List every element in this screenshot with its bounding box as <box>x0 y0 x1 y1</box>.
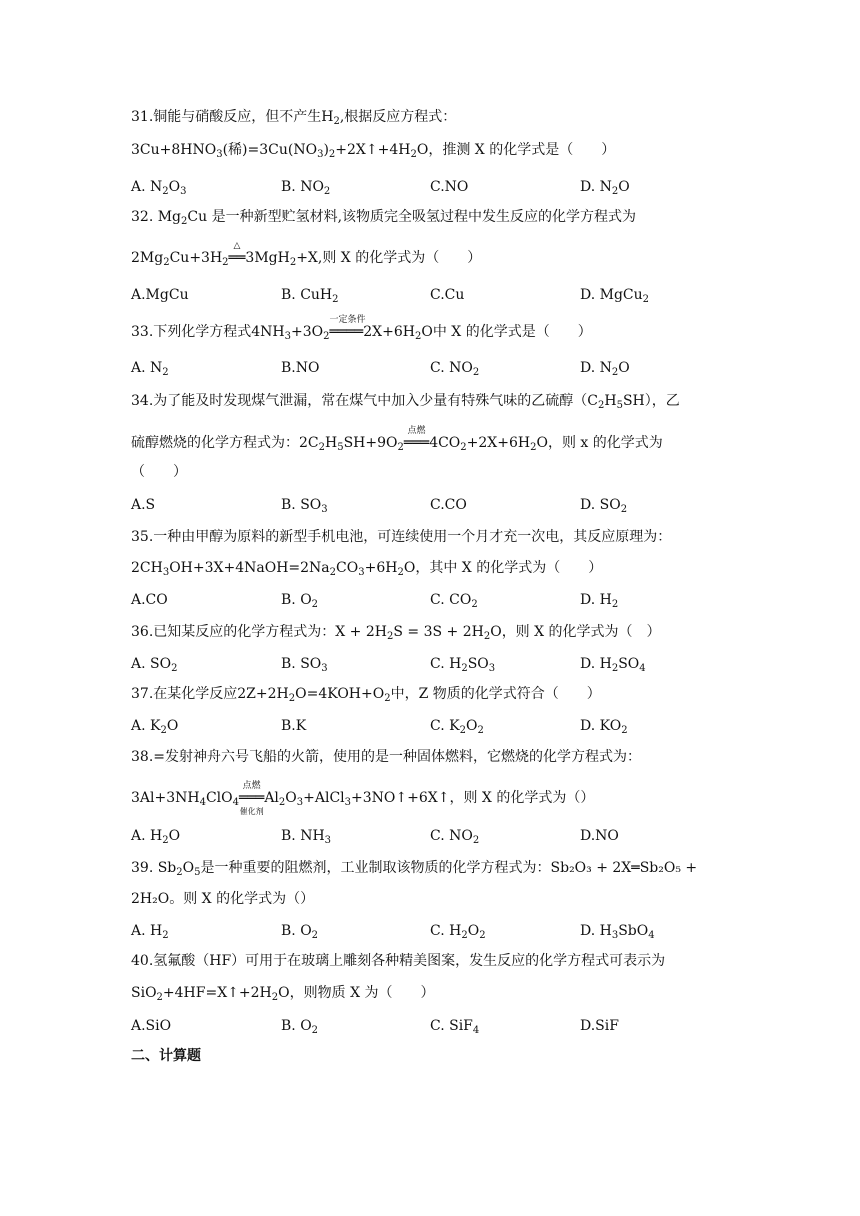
q40-equation: $SiO_2+4HF=X↑+2H_2O$，则物质 X 为（ ） <box>131 985 435 1003</box>
q34-option-c[interactable]: C.CO <box>430 497 467 513</box>
q35-option-a[interactable]: A.CO <box>131 592 168 608</box>
q38-equation: $3Al+3NH_4ClO_4═══$ 点燃 催化剂 $Al_2O_3+AlCl_3+3NO↑+6X↑$，则 X 的化学式为（） <box>131 781 595 816</box>
q35-option-b[interactable]: B. $O_2$ <box>281 592 319 610</box>
q39-stem-2: 2H₂O。则 X 的化学式为（） <box>131 891 315 907</box>
q36-stem: 36.已知某反应的化学方程式为：$X + 2H_2S = 3S + 2H_2O$，则 X 的化学式为（ ） <box>131 624 661 642</box>
q38-option-d[interactable]: D.NO <box>580 828 619 844</box>
q36-option-b[interactable]: B. $SO_3$ <box>281 656 328 674</box>
q34-equation: 硫醇燃烧的化学方程式为：$2C_2H_5SH+9O_2═══$ 点燃 $4CO_2+2X+6H_2O$，则 x 的化学式为 <box>131 426 663 453</box>
q35-option-c[interactable]: C. $CO_2$ <box>430 592 478 610</box>
q33-stem: 33.下列化学方程式$4NH_3+3O_2════$ 一定条件 $2X+6H_2O$中 X 的化学式是（ ） <box>131 315 592 342</box>
section-heading: 二、计算题 <box>131 1048 201 1064</box>
q37-option-b[interactable]: B.K <box>281 718 307 734</box>
q34-paren: （ ） <box>131 464 187 480</box>
q31-option-a[interactable]: A. $N_2O_3$ <box>131 179 187 197</box>
q39-stem: 39. $Sb_2O_5$是一种重要的阻燃剂，工业制取该物质的化学方程式为：Sb₂O₃ + 2X═Sb₂O₅ + <box>131 860 698 878</box>
q37-option-a[interactable]: A. $K_2O$ <box>131 718 179 736</box>
q32-equation: $2Mg_2Cu+3H_2══$ △ 3MgH$_2$+X,则 X 的化学式为（ ） <box>131 241 482 268</box>
q36-option-d[interactable]: D. $H_2SO_4$ <box>580 656 646 674</box>
q37-stem: 37.在某化学反应$2Z+2H_2O=4KOH+O_2$中，Z 物质的化学式符合（ ） <box>131 686 601 704</box>
q32-option-a[interactable]: A.MgCu <box>131 287 189 303</box>
q32-option-d[interactable]: D. MgCu$_2$ <box>580 287 650 305</box>
q36-option-c[interactable]: C. $H_2SO_3$ <box>430 656 496 674</box>
q40-option-b[interactable]: B. $O_2$ <box>281 1018 319 1036</box>
q32-option-c[interactable]: C.Cu <box>430 287 465 303</box>
q36-option-a[interactable]: A. $SO_2$ <box>131 656 178 674</box>
q40-option-c[interactable]: C. SiF$_4$ <box>430 1018 480 1036</box>
q34-option-b[interactable]: B. $SO_3$ <box>281 497 328 515</box>
q33-option-a[interactable]: A. $N_2$ <box>131 360 169 378</box>
q31-option-b[interactable]: B. $NO_2$ <box>281 179 331 197</box>
q38-option-a[interactable]: A. $H_2O$ <box>131 828 181 846</box>
q38-stem: 38.=发射神舟六号飞船的火箭，使用的是一种固体燃料，它燃烧的化学方程式为： <box>131 749 641 765</box>
q40-stem: 40.氢氟酸（HF）可用于在玻璃上雕刻各种精美图案，发生反应的化学方程式可表示为 <box>131 953 666 969</box>
q38-option-b[interactable]: B. $NH_3$ <box>281 828 332 846</box>
q39-option-a[interactable]: A. $H_2$ <box>131 923 169 941</box>
q38-option-c[interactable]: C. $NO_2$ <box>430 828 480 846</box>
q37-option-c[interactable]: C. $K_2O_2$ <box>430 718 484 736</box>
q31-option-d[interactable]: D. $N_2O$ <box>580 179 630 197</box>
q40-option-d[interactable]: D.SiF <box>580 1018 619 1034</box>
q32-option-b[interactable]: B. CuH$_2$ <box>281 287 339 305</box>
q40-option-a[interactable]: A.SiO <box>131 1018 172 1034</box>
q34-stem: 34.为了能及时发现煤气泄漏，常在煤气中加入少量有特殊气味的乙硫醇$(C_2H_5SH)$，乙 <box>131 393 680 411</box>
q33-option-d[interactable]: D. $N_2O$ <box>580 360 630 378</box>
q34-option-a[interactable]: A.S <box>131 497 156 513</box>
q32-stem: 32. $Mg_2Cu$ 是一种新型贮氢材料,该物质完全吸氢过程中发生反应的化学方程式为 <box>131 209 637 227</box>
q35-equation: $2CH_3OH+3X+4NaOH=2Na_2CO_3+6H_2O$，其中 X 的化学式为（ ） <box>131 560 603 578</box>
q31-stem: 31.铜能与硝酸反应，但不产生$H_2$,根据反应方程式： <box>131 109 457 127</box>
q33-option-c[interactable]: C. $NO_2$ <box>430 360 480 378</box>
q35-option-d[interactable]: D. $H_2$ <box>580 592 619 610</box>
q31-equation: $3Cu+8HNO_3$(稀)$=3Cu(NO_3)_2+2X↑+4H_2O$，推测 X 的化学式是（ ） <box>131 142 616 160</box>
q39-option-c[interactable]: C. $H_2O_2$ <box>430 923 486 941</box>
q37-option-d[interactable]: D. $KO_2$ <box>580 718 628 736</box>
q33-option-b[interactable]: B.NO <box>281 360 320 376</box>
q39-option-d[interactable]: D. $H_3SbO_4$ <box>580 923 655 941</box>
q39-option-b[interactable]: B. $O_2$ <box>281 923 319 941</box>
q35-stem: 35.一种由甲醇为原料的新型手机电池，可连续使用一个月才充一次电，其反应原理为： <box>131 529 672 545</box>
q34-option-d[interactable]: D. $SO_2$ <box>580 497 628 515</box>
q31-option-c[interactable]: C.NO <box>430 179 469 195</box>
